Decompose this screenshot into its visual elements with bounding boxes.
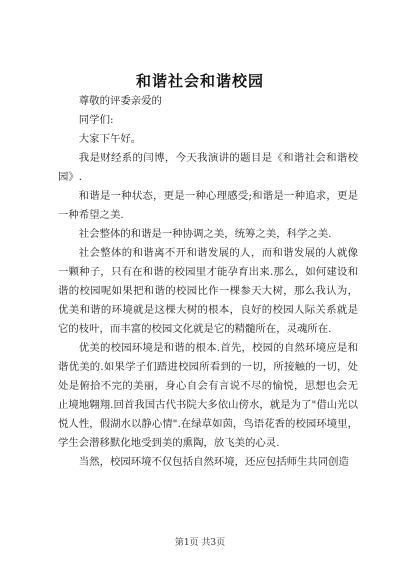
page-number-footer: 第1页 共3页 xyxy=(174,538,226,548)
document-body xyxy=(58,92,358,472)
body-paragraph: 和谐是一种状态，更是一种心理感受;和谐是一种追求，更是一种希望之美. xyxy=(58,190,358,221)
body-paragraph: 当然，校园环境不仅包括自然环境，还应包括师生共同创造 xyxy=(78,456,349,468)
greeting-line-3: 大家下午好。 xyxy=(78,133,142,145)
body-paragraph: 社会整体的和谐是一种协调之美，统筹之美，科学之美. xyxy=(78,228,332,240)
document-title: 和谐社会和谐校园 xyxy=(135,72,264,90)
body-paragraph: 我是财经系的闫博，今天我演讲的题目是《和谐社会和谐校园》. xyxy=(58,152,358,183)
greeting-line-2: 同学们: xyxy=(78,114,114,126)
body-paragraph: 优美的校园环境是和谐的根本.首先，校园的自然环境应是和谐优美的.如果学子们踏进校园所看到的一切，所接触的一切，处处是俯拾不完的美丽，身心自会有言说不尽的愉悦，思想也会无止境地翱翔.回首我国古代书院大多依山傍水，就是为了"借山光以悦人性，假湖水以静心情".在绿草如茵，鸟语花香的校园环境里，学生会潜移默化地受到美的熏陶，放飞美的心灵. xyxy=(58,342,358,449)
greeting-line-1: 尊敬的评委亲爱的 xyxy=(78,95,162,107)
body-paragraph: 社会整体的和谐离不开和谐发展的人，而和谐发展的人就像一颗种子，只有在和谐的校园里才能孕育出来.那么，如何建设和谐的校园呢如果把和谐的校园比作一棵参天大树，那么我认为，优美和谐的环境就是这棵大树的根本，良好的校园人际关系就是它的枝叶，而丰富的校园文化就是它的精髓所在，灵魂所在. xyxy=(58,247,358,335)
